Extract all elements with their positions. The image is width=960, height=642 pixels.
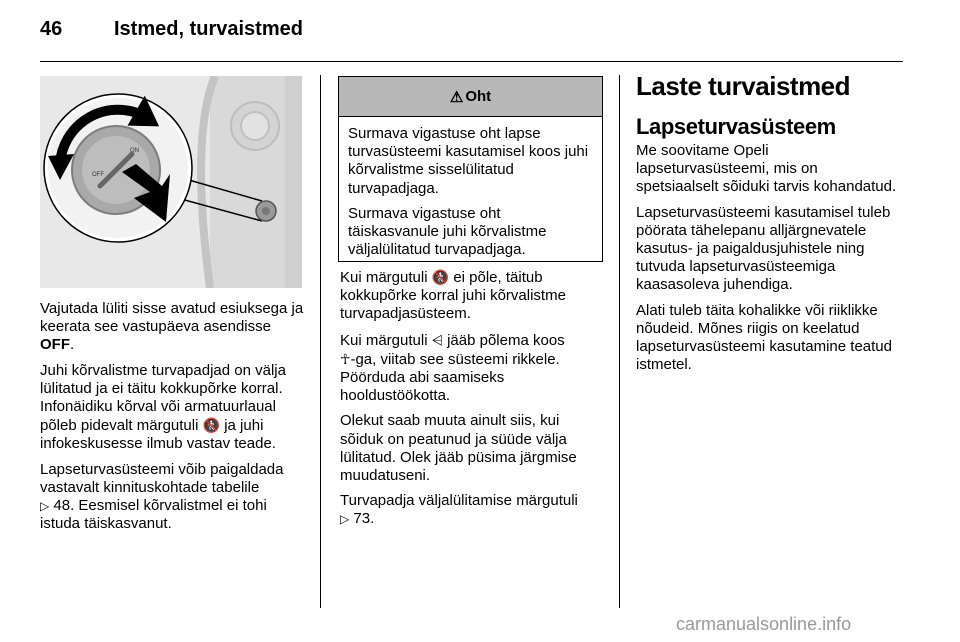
airbag-off-warning-icon: 🚷 [202,417,221,434]
warning-triangle-icon: ⚠ [449,88,464,106]
airbag-readiness-icon: ☥ [340,350,351,367]
subsection-heading: Lapseturvasüsteem [636,114,836,139]
section-heading: Laste turvaistmed [636,71,851,101]
paragraph: Juhi kõrvalistme turvapadjad on välja lülitatud ja ei täitu kokkupõrke korral. Infonäidiku kõrval või armatuurlaual põleb pidevalt märgutuli 🚷 ja juhi infokeskusesse ilmub vastav teade. [40,361,286,453]
right-column [636,70,902,381]
airbag-switch-illustration [40,76,302,288]
paragraph: Lapseturvasüsteemi võib paigaldada vastavalt kinnituskohtade tabelile ▷ 48. Eesmisel kõrvalistmel ei tohi istuda täiskasvanut. [40,460,284,533]
paragraph: Vajutada lüliti sisse avatud esiuksega ja keerata see vastupäeva asendisse OFF. [40,300,304,354]
page-header [40,18,303,48]
page-reference[interactable]: 48 [53,497,71,515]
airbag-switch-diagram [40,76,302,288]
paragraph: Me soovitame Opeli lapseturvasüsteemi, mis on spetsiaalselt sõiduki tarvis kohandatud. [636,142,897,196]
page-title: Istmed, turvaistmed [114,18,303,40]
page-reference-icon: ▷ [340,512,350,527]
warning-text: Surmava vigastuse oht lapse turvasüsteemi kasutamisel koos juhi kõrvalistme sisselülitatud turvapadjaga. [348,125,589,197]
paragraph: Olekut saab muuta ainult siis, kui sõiduk on peatunud ja süüde välja lülitatud. Olek jääb püsima järgmise muudatuseni. [340,412,577,485]
paragraph: Lapseturvasüsteemi kasutamisel tuleb pöörata tähelepanu alljärgnevatele kasutus- ja paigaldusjuhistele ning tutvuda lapseturvasüsteemiga kaasasoleva juhendiga. [636,203,891,294]
column-divider [619,75,620,608]
warning-body [339,117,602,259]
warning-text: Surmava vigastuse oht täiskasvanule juhi kõrvalistme väljalülitatud turvapadjaga. [348,204,547,259]
paragraph: Kui märgutuli 🚷 ei põle, täitub kokkupõrke korral juhi kõrvalistme turvapadjasüsteem. [340,269,566,323]
paragraph: Turvapadja väljalülitamise märgutuli ▷ 73. [340,492,578,528]
header-divider [40,61,903,62]
left-column [40,300,308,540]
middle-column [340,268,602,536]
column-divider [320,75,321,608]
page-number: 46 [40,18,63,40]
warning-header [339,77,602,117]
off-label: OFF [92,172,104,178]
warning-title: Oht [465,88,492,105]
warning-box [338,76,603,262]
page-reference[interactable]: 73 [353,510,371,528]
page-reference-icon: ▷ [40,499,50,514]
airbag-system-icon: ⩤ [431,331,443,348]
airbag-off-warning-icon: 🚷 [431,269,450,285]
off-position-label: OFF [40,336,70,354]
watermark: carmanualsonline.info [676,614,852,634]
paragraph: Alati tuleb täita kohalikke või riiklikke nõudeid. Mõnes riigis on keelatud lapseturvasüsteemi kasutamine teatud istmetel. [636,301,892,374]
on-label: ON [130,148,139,154]
paragraph: Kui märgutuli ⩤ jääb põlema koos ☥-ga, viitab see süsteemi rikkele. Pöörduda abi saamiseks hooldustöökotta. [340,331,565,405]
